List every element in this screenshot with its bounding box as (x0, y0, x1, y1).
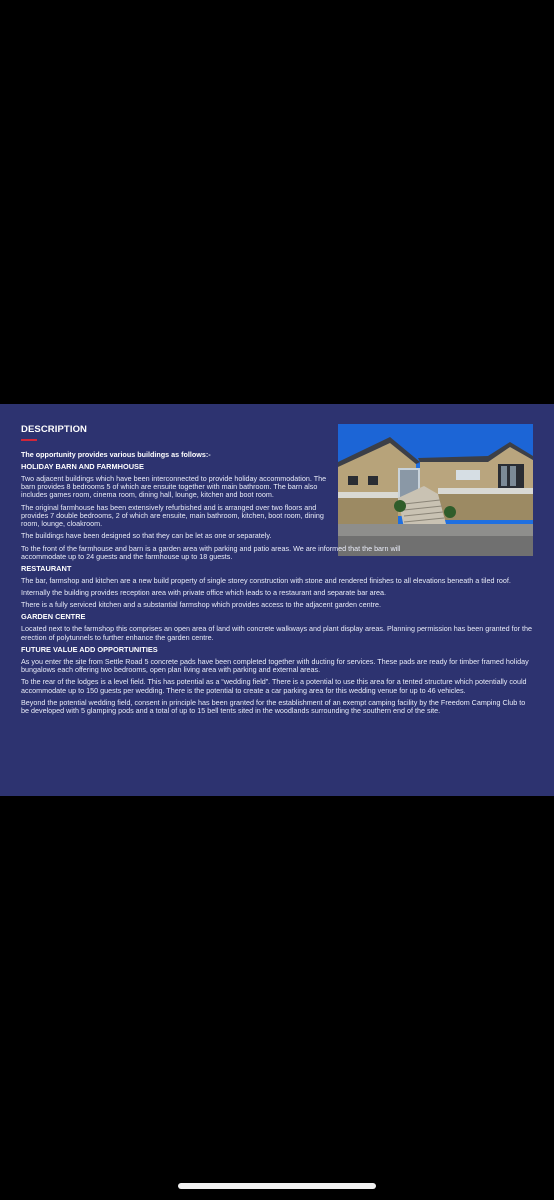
description-card (0, 404, 554, 796)
section-heading: RESTAURANT (21, 564, 72, 574)
paragraph: Two adjacent buildings which have been interconnected to provide holiday accommodation. The barn provides 8 bedrooms 5 of which are ensuite together with main bathroom. The barn also includes games room, cinema room, dining hall, lounge, kitchen and boot room. (21, 473, 327, 500)
paragraph: The bar, farmshop and kitchen are a new build property of single storey construction with stone and rendered finishes to all elevations beneath a tiled roof. (21, 575, 511, 585)
paragraph: Internally the building provides reception area with private office which leads to a restaurant and separate bar area. (21, 588, 387, 598)
intro-line: The opportunity provides various buildings as follows:- (21, 450, 211, 459)
paragraph: To the front of the farmhouse and barn is a garden area with parking and patio areas. We are informed that the barn will accommodate up to 24 guests and the farmhouse up to 18 guests. (21, 543, 401, 561)
page-title: DESCRIPTION (21, 424, 88, 435)
section-heading: FUTURE VALUE ADD OPPORTUNITIES (21, 644, 158, 654)
section-holiday-barn (21, 463, 331, 541)
section-restaurant (21, 565, 533, 610)
paragraph: As you enter the site from Settle Road 5 concrete pads have been completed together with ducting for services. These pads are ready for timber framed holiday bungalows each offering two bedrooms, open plan living area with parking and external areas. (21, 656, 529, 675)
section-garden-centre (21, 613, 533, 641)
description-body (21, 451, 533, 719)
section-future-value (21, 646, 533, 715)
paragraph: The buildings have been designed so that they can be let as one or separately. (21, 531, 272, 541)
paragraph: Beyond the potential wedding field, consent in principle has been granted for the establishment of an exempt camping facility by the Freedom Camping Club to be developed with 5 glamping pods and a total of up to 15 bell tents sited in the woodlands surrounding the southern end of the site. (21, 697, 526, 715)
title-underline (21, 439, 37, 441)
paragraph: To the rear of the lodges is a level field. This has potential as a “wedding field”. There is a potential to use this area for a tented structure which potentially could accommodate up to 150 guests per wedding. There is the potential to create a car parking area for this wedding venue for up to 46 vehicles. (21, 677, 527, 695)
section-heading: GARDEN CENTRE (21, 612, 86, 622)
section-heading: HOLIDAY BARN AND FARMHOUSE (21, 461, 144, 471)
paragraph: There is a fully serviced kitchen and a substantial farmshop which provides access to the adjacent garden centre. (21, 600, 381, 610)
paragraph: The original farmhouse has been extensively refurbished and is arranged over two floors and provides 7 double bedrooms, 2 of which are ensuite, main bathroom, kitchen, boot room, dining room, lounge, cloakroom. (21, 502, 324, 529)
home-indicator[interactable] (178, 1183, 376, 1189)
paragraph: Located next to the farmshop this comprises an open area of land with concrete walkways and plant display areas. Planning permission has been granted for the erection of polytunnels to further enhance the garden centre. (21, 624, 533, 642)
